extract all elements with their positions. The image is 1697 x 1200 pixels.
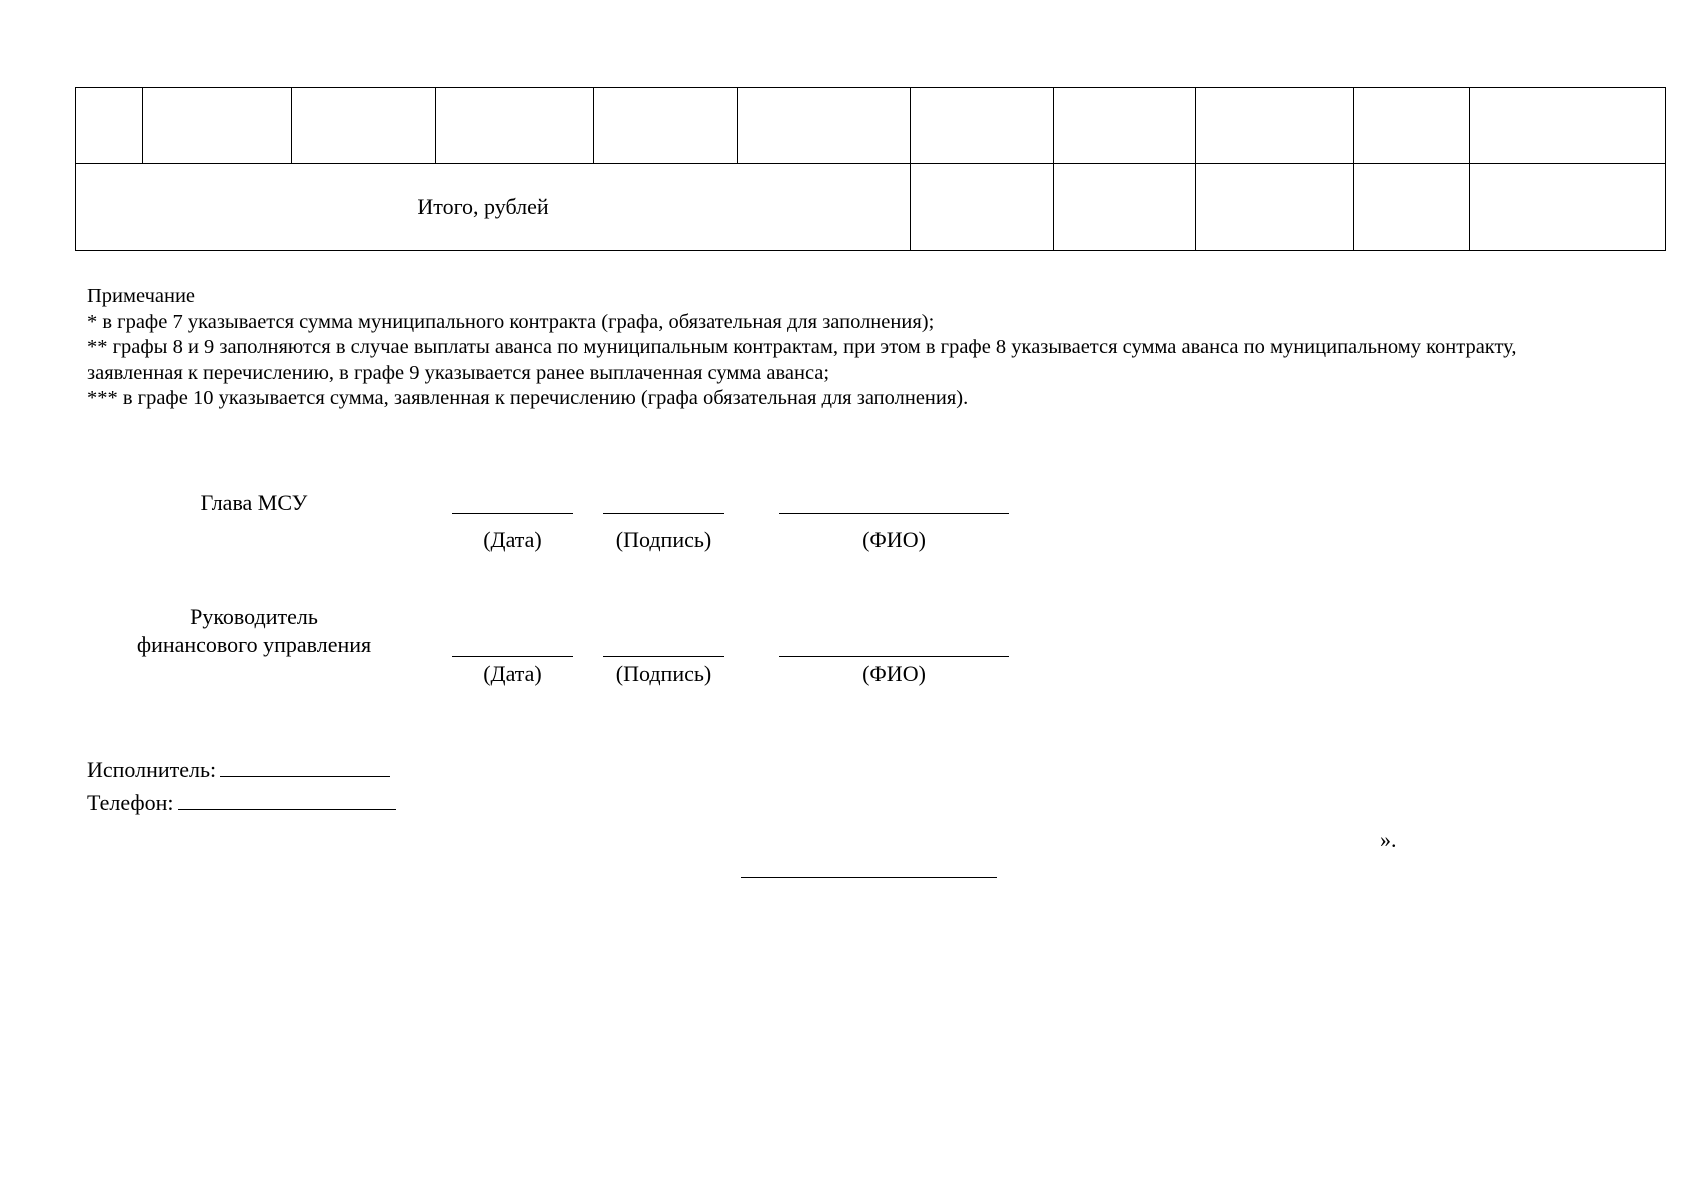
head-sign-line [603,513,724,514]
notes-section [87,284,1667,412]
finance-date-caption: (Дата) [483,661,542,686]
table-cell [143,88,292,164]
executor-label: Исполнитель: [87,757,217,782]
table-cell [594,88,738,164]
total-label: Итого, рублей [76,164,911,251]
finance-role-line2: финансового управления [136,632,372,657]
head-date-caption: (Дата) [483,527,542,552]
table-cell [76,88,143,164]
note-line: *** в графе 10 указывается сумма, заявленная к перечислению (графа обязательная для заполнения). [87,387,969,409]
phone-row [87,789,396,817]
table-cell [911,164,1054,251]
finance-sign-caption: (Подпись) [615,661,712,686]
head-role-label: Глава МСУ [200,490,308,515]
note-line: заявленная к перечислению, в графе 9 указывается ранее выплаченная сумма аванса; [87,361,830,384]
finance-name-line [779,656,1009,657]
table-cell [292,88,436,164]
table-total-row [76,164,1666,251]
phone-fill-line [178,791,396,810]
table-cell [1470,164,1666,251]
executor-row [87,756,390,784]
table-cell [1470,88,1666,164]
table-cell [1054,88,1196,164]
head-name-caption: (ФИО) [862,527,926,552]
data-table [75,87,1666,251]
note-line: ** графы 8 и 9 заполняются в случае выплаты аванса по муниципальным контрактам, при этом в графе 8 указывается сумма аванса по муниципальному контракту, [87,336,1517,358]
finance-date-line [452,656,573,657]
finance-name-caption: (ФИО) [862,661,926,686]
head-sign-caption: (Подпись) [615,527,712,552]
finance-sign-line [603,656,724,657]
table-cell [911,88,1054,164]
finance-role-line1: Руководитель [190,604,318,629]
table-cell [1354,164,1470,251]
table-cell [1354,88,1470,164]
table-cell [1196,164,1354,251]
table-cell [436,88,594,164]
phone-label: Телефон: [87,790,174,815]
bottom-rule [741,877,997,878]
finance-role-label [104,603,404,659]
table-cell [1054,164,1196,251]
closing-quote: ». [1380,827,1397,852]
table-cell [1196,88,1354,164]
head-name-line [779,513,1009,514]
table-cell [738,88,911,164]
head-date-line [452,513,573,514]
notes-title: Примечание [87,285,196,307]
executor-fill-line [220,758,390,777]
table-row [76,88,1666,164]
note-line: * в графе 7 указывается сумма муниципального контракта (графа, обязательная для заполнения); [87,310,935,333]
